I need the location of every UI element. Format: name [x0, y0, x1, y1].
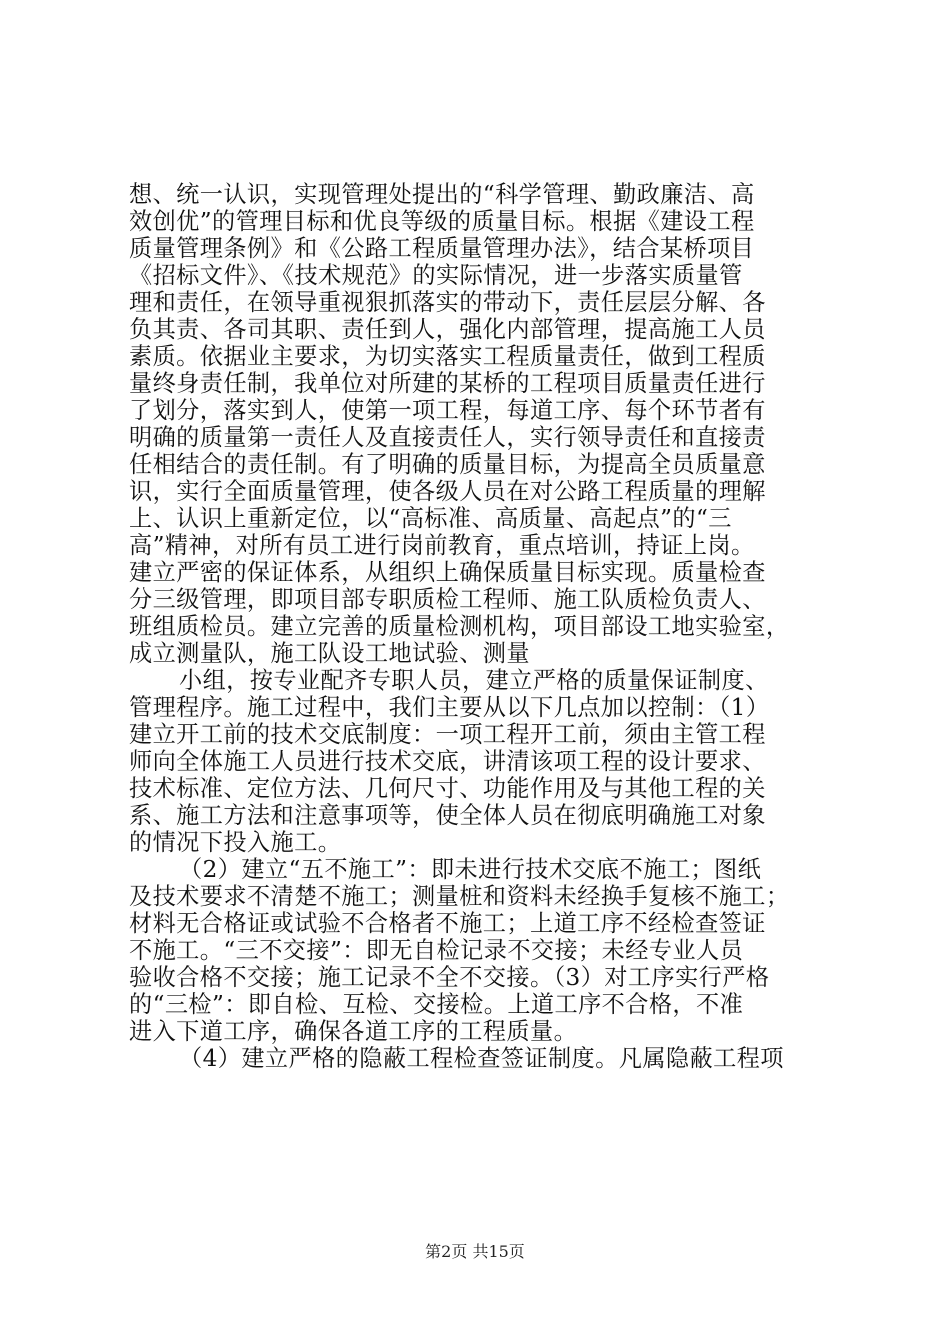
text-line: 质量管理条例》和《公路工程质量管理办法》，结合某桥项目: [129, 235, 755, 262]
text-line: 任相结合的责任制。有了明确的质量目标，为提高全员质量意: [129, 451, 766, 478]
text-line: 进入下道工序，确保各道工序的工程质量。: [129, 1018, 578, 1045]
text-line: 素质。依据业主要求，为切实落实工程质量责任，做到工程质: [129, 343, 766, 370]
text-line: 了划分，落实到人，使第一项工程，每道工序、每个环节者有: [129, 397, 766, 424]
text-line: 班组质检员。建立完善的质量检测机构，项目部设工地实验室，: [129, 613, 790, 640]
text-line: 效创优”的管理目标和优良等级的质量目标。根据《建设工程: [129, 208, 755, 235]
text-line: 系、施工方法和注意事项等，使全体人员在彻底明确施工对象: [129, 802, 766, 829]
text-line: 管理程序。施工过程中，我们主要从以下几点加以控制：（1）: [129, 694, 770, 721]
text-line: 建立严密的保证体系，从组织上确保质量目标实现。质量检查: [129, 559, 766, 586]
paragraph-first-line: （4）建立严格的隐蔽工程检查签证制度。凡属隐蔽工程项: [179, 1045, 784, 1072]
text-line: 不施工。“三不交接”：即无自检记录不交接；未经专业人员: [129, 937, 744, 964]
text-line: 《招标文件》、《技术规范》的实际情况，进一步落实质量管: [129, 262, 743, 289]
text-line: 的情况下投入施工。: [129, 829, 342, 856]
text-line: 想、统一认识，实现管理处提出的“科学管理、勤政廉洁、高: [129, 181, 755, 208]
text-line: 高”精神，对所有员工进行岗前教育，重点培训，持证上岗。: [129, 532, 755, 559]
paragraph-first-line: （2）建立“五不施工”：即未进行技术交底不施工；图纸: [179, 856, 762, 883]
paragraph-first-line: 小组，按专业配齐专职人员，建立严格的质量保证制度、: [179, 667, 769, 694]
text-line: 的“三检”：即自检、互检、交接检。上道工序不合格，不准: [129, 991, 744, 1018]
text-line: 师向全体施工人员进行技术交底，讲清该项工程的设计要求、: [129, 748, 766, 775]
text-line: 及技术要求不清楚不施工；测量桩和资料未经换手复核不施工；: [129, 883, 790, 910]
text-line: 验收合格不交接；施工记录不全不交接。（3）对工序实行严格: [129, 964, 770, 991]
text-line: 建立开工前的技术交底制度：一项工程开工前，须由主管工程: [129, 721, 766, 748]
text-line: 材料无合格证或试验不合格者不施工；上道工序不经检查签证: [129, 910, 766, 937]
text-line: 成立测量队，施工队设工地试验、测量: [129, 640, 530, 667]
text-line: 理和责任，在领导重视狠抓落实的带动下，责任层层分解、各: [129, 289, 766, 316]
text-line: 明确的质量第一责任人及直接责任人，实行领导责任和直接责: [129, 424, 766, 451]
text-line: 量终身责任制，我单位对所建的某桥的工程项目质量责任进行: [129, 370, 766, 397]
text-line: 负其责、各司其职、责任到人，强化内部管理，提高施工人员: [129, 316, 766, 343]
text-line: 上、认识上重新定位，以“高标准、高质量、高起点”的“三: [129, 505, 732, 532]
page-number-footer: 第2页 共15页: [425, 1242, 525, 1261]
text-line: 技术标准、定位方法、几何尺寸、功能作用及与其他工程的关: [129, 775, 766, 802]
text-line: 分三级管理，即项目部专职质检工程师、施工队质检负责人、: [129, 586, 766, 613]
text-line: 识，实行全面质量管理，使各级人员在对公路工程质量的理解: [129, 478, 766, 505]
